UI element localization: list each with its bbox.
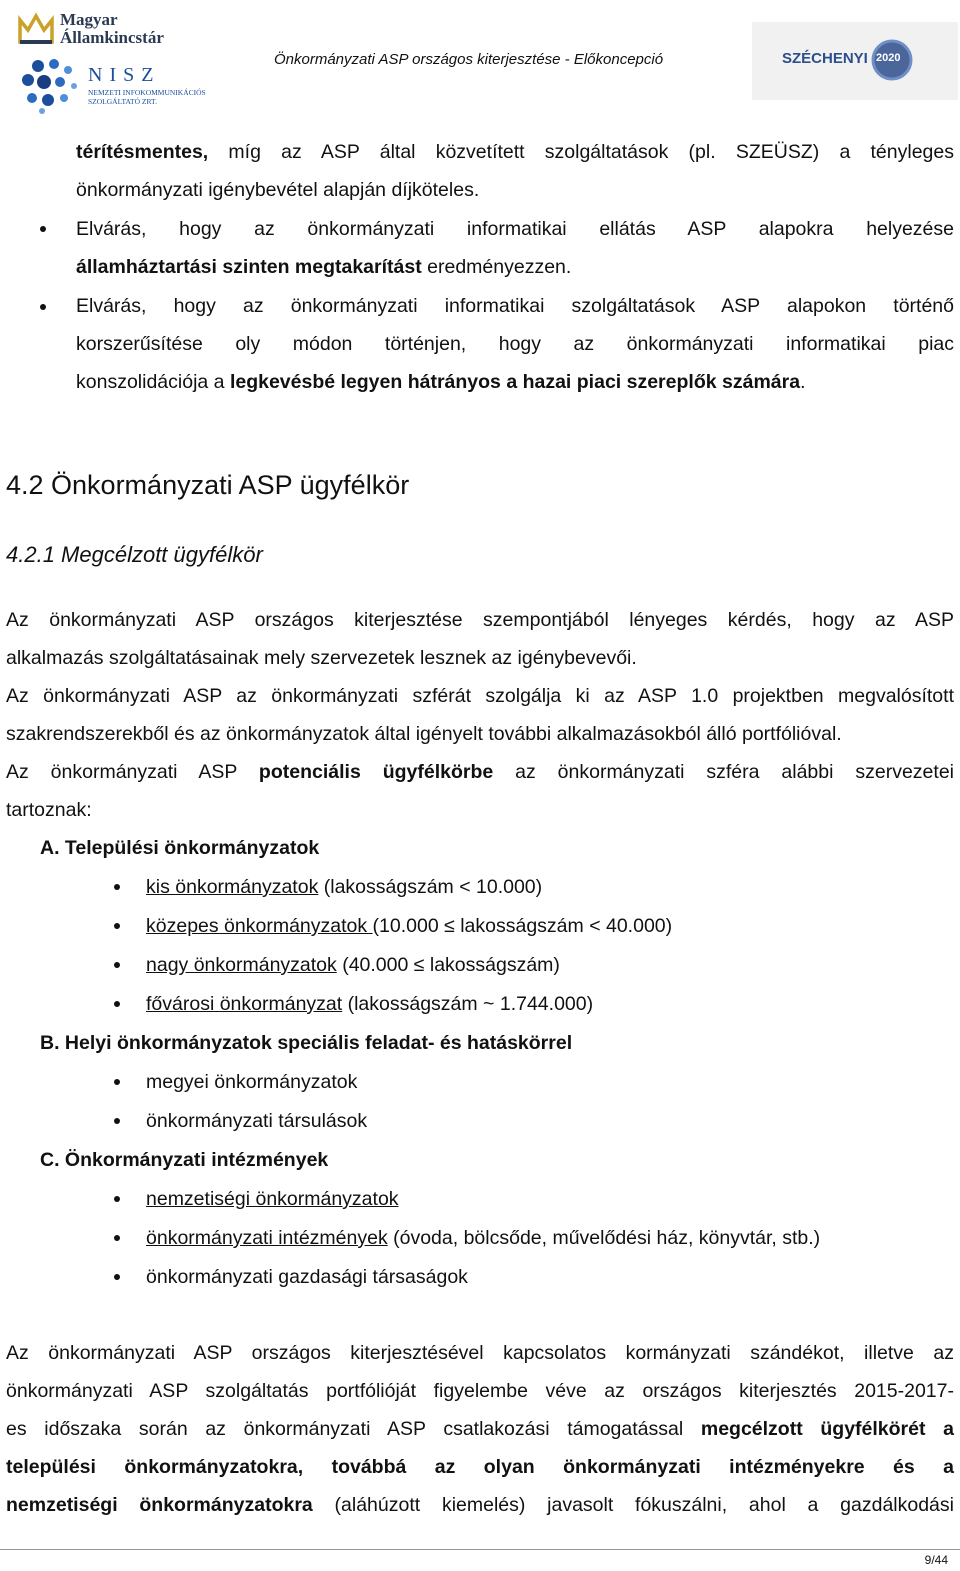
group-a-item-4: fővárosi önkormányzat (lakosságszám ~ 1.744.000) (146, 993, 594, 1015)
group-c-title: C. Önkormányzati intézmények (40, 1149, 329, 1171)
subsection-heading: 4.2.1 Megcélzott ügyfélkör (6, 542, 263, 567)
bullet-dot (114, 1079, 120, 1085)
group-b-item-1: megyei önkormányzatok (146, 1071, 358, 1093)
bullet-dot (114, 1118, 120, 1124)
closing-line-2: önkormányzati ASP szolgáltatás portfólióját figyelembe véve az országos kiterjesztés 2015-2017- (6, 1380, 954, 1402)
intro-line-2: önkormányzati igénybevétel alapján díjköteles. (76, 179, 480, 201)
bullet-dot (114, 962, 120, 968)
closing-line-4: települési önkormányzatokra, továbbá az olyan önkormányzati intézményekre és a (6, 1456, 954, 1478)
bullet-dot (114, 923, 120, 929)
bullet-dot (40, 226, 46, 232)
szechenyi-2020-logo: SZÉCHENYI 2020 (752, 22, 958, 100)
para-1-line-2: alkalmazás szolgáltatásainak mely szervezetek lesznek az igénybevevői. (6, 647, 637, 669)
bullet-1-line-2: államháztartási szinten megtakarítást eredményezzen. (76, 256, 572, 278)
bullet-dot (40, 304, 46, 310)
group-c-item-3: önkormányzati gazdasági társaságok (146, 1266, 468, 1288)
magyar-allamkincstar-logo: Magyar Államkincstár (18, 10, 218, 50)
section-heading: 4.2 Önkormányzati ASP ügyfélkör (6, 470, 410, 500)
group-a-title: A. Települési önkormányzatok (40, 837, 320, 859)
para-3-line-1: Az önkormányzati ASP potenciális ügyfélkörbe az önkormányzati szféra alábbi szervezetei (6, 761, 954, 783)
group-c-item-2: önkormányzati intézmények (óvoda, bölcsőde, művelődési ház, könyvtár, stb.) (146, 1227, 821, 1249)
bullet-2-line-3: konszolidációja a legkevésbé legyen hátrányos a hazai piaci szereplők számára. (76, 371, 806, 393)
bullet-1-line-1: Elvárás, hogy az önkormányzati informatikai ellátás ASP alapokra helyezése (76, 218, 954, 240)
nisz-dots-icon (18, 56, 82, 114)
closing-line-5: nemzetiségi önkormányzatokra (aláhúzott kiemelés) javasolt fókuszálni, ahol a gazdálkodási (6, 1494, 954, 1516)
para-2-line-2: szakrendszerekből és az önkormányzatok által igényelt további alkalmazásokból álló portfólióval. (6, 723, 842, 745)
group-a-item-2: közepes önkormányzatok (10.000 ≤ lakosságszám < 40.000) (146, 915, 673, 937)
bullet-dot (114, 884, 120, 890)
para-2-line-1: Az önkormányzati ASP az önkormányzati szférát szolgálja ki az ASP 1.0 projektben megvalósított (6, 685, 954, 707)
para-1-line-1: Az önkormányzati ASP országos kiterjesztése szempontjából lényeges kérdés, hogy az ASP (6, 609, 954, 631)
group-a-item-3: nagy önkormányzatok (40.000 ≤ lakosságszám) (146, 954, 560, 976)
bullet-dot (114, 1274, 120, 1280)
bullet-dot (114, 1196, 120, 1202)
para-3-line-2: tartoznak: (6, 799, 92, 821)
group-c-item-1: nemzetiségi önkormányzatok (146, 1188, 399, 1210)
closing-line-1: Az önkormányzati ASP országos kiterjesztésével kapcsolatos kormányzati szándékot, illetve az (6, 1342, 954, 1364)
footer-divider (0, 1549, 960, 1550)
group-b-title: B. Helyi önkormányzatok speciális feladat- és hatáskörrel (40, 1032, 573, 1054)
crown-icon (18, 12, 54, 46)
page-number: 9/44 (924, 1553, 948, 1567)
intro-line-1: térítésmentes, míg az ASP által közvetített szolgáltatások (pl. SZEÜSZ) a tényleges (76, 141, 954, 163)
szechenyi-year: 2020 (876, 52, 901, 64)
closing-line-3: es időszaka során az önkormányzati ASP csatlakozási támogatással megcélzott ügyfélkörét a (6, 1418, 954, 1440)
bullet-dot (114, 1235, 120, 1241)
page-header (0, 0, 960, 120)
bullet-2-line-2: korszerűsítése oly módon történjen, hogy az önkormányzati informatikai piac (76, 333, 954, 355)
bullet-dot (114, 1001, 120, 1007)
group-a-item-1: kis önkormányzatok (lakosságszám < 10.000) (146, 876, 543, 898)
document-title: Önkormányzati ASP országos kiterjesztése - Előkoncepció (274, 51, 664, 68)
nisz-logo: NISZ NEMZETI INFOKOMMUNIKÁCIÓS SZOLGÁLTATÓ ZRT. (18, 56, 238, 114)
bullet-2-line-1: Elvárás, hogy az önkormányzati informatikai szolgáltatások ASP alapokon történő (76, 295, 954, 317)
group-b-item-2: önkormányzati társulások (146, 1110, 368, 1132)
